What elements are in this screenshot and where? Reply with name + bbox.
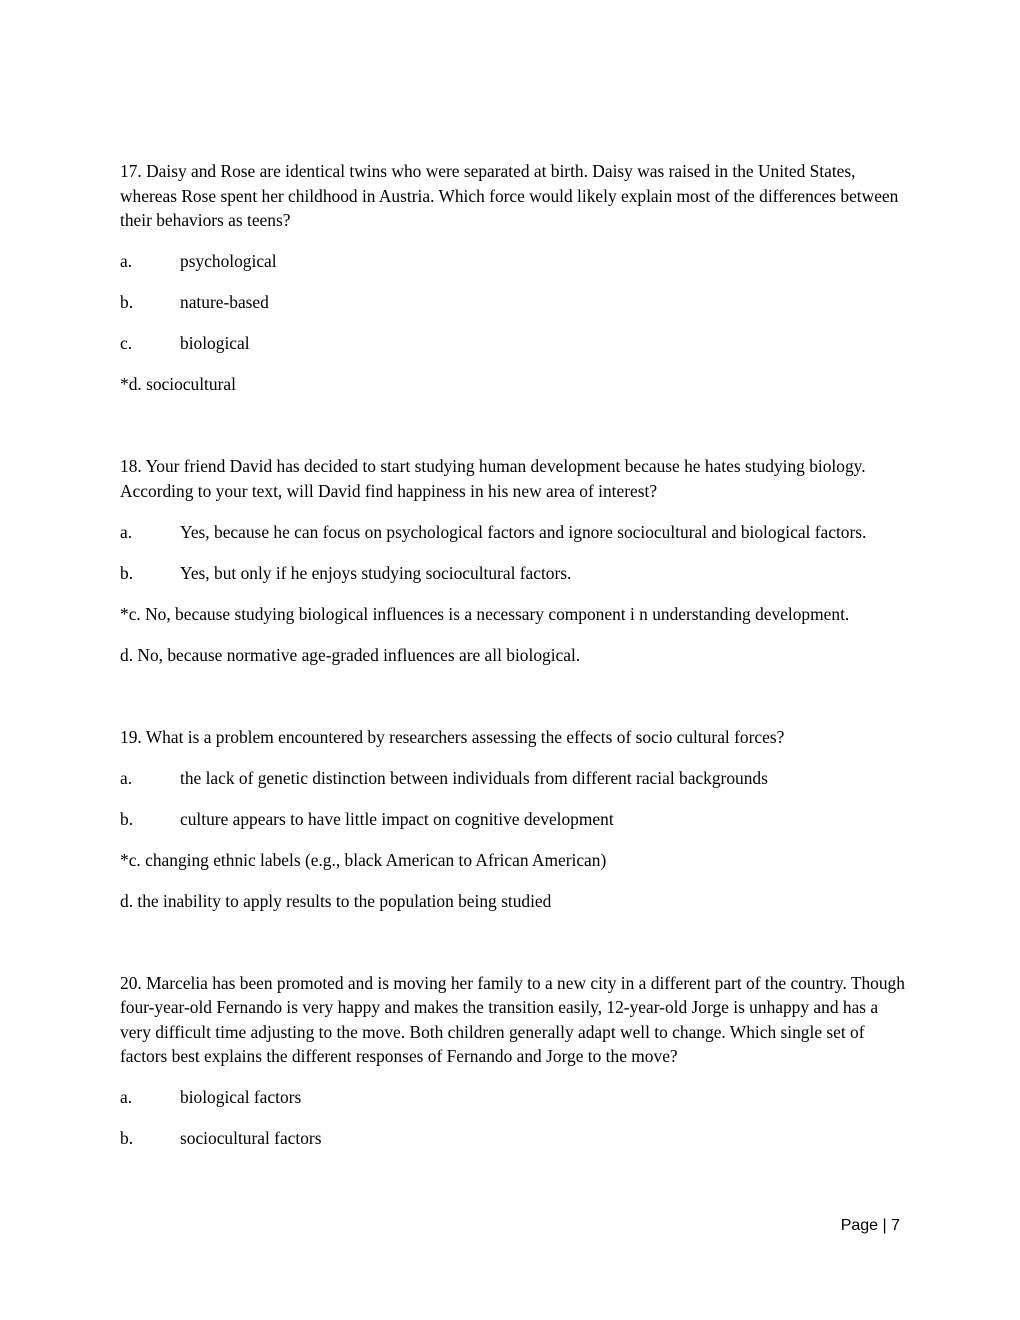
option-letter: b.	[120, 1128, 134, 1148]
question-18-option-c-answer: *c. No, because studying biological influences is a necessary component i n understanding development.	[120, 603, 850, 624]
question-17	[120, 159, 910, 397]
question-20	[120, 971, 910, 1151]
option-text: biological factors	[180, 1087, 302, 1107]
page-number: Page | 7	[840, 1217, 900, 1234]
question-18-option-b	[120, 561, 910, 586]
option-letter: a.	[120, 1087, 133, 1107]
option-letter: a.	[120, 767, 133, 788]
question-spacer	[120, 684, 910, 725]
option-letter: b.	[120, 292, 134, 312]
question-18-option-a	[120, 520, 910, 545]
option-letter: a.	[120, 521, 133, 542]
option-letter: b.	[120, 562, 134, 583]
question-19-option-b	[120, 807, 910, 832]
option-letter: c.	[120, 333, 133, 353]
option-text: the lack of genetic distinction between individuals from different racial backgrounds	[180, 767, 768, 788]
question-20-option-a	[120, 1085, 910, 1110]
question-19-text: 19. What is a problem encountered by researchers assessing the effects of socio cultural forces?	[120, 726, 785, 747]
question-19-option-d: d. the inability to apply results to the population being studied	[120, 890, 552, 911]
question-19	[120, 725, 910, 914]
question-18-text: 18. Your friend David has decided to start studying human development because he hates studying biology. According to your text, will David find happiness in his new area of interest?	[120, 456, 866, 501]
question-18	[120, 454, 910, 667]
option-text: sociocultural factors	[180, 1128, 322, 1148]
option-text: nature-based	[180, 292, 269, 312]
question-20-text: 20. Marcelia has been promoted and is moving her family to a new city in a different part of the country. Though four-year-old Fernando is very happy and makes the transition easily, 12-year-old Jorge is unhappy and has a very difficult time adjusting to the move. Both children generally adapt well to change. Which single set of factors best explains the different responses of Fernando and Jorge to the move?	[120, 972, 905, 1066]
option-text: Yes, but only if he enjoys studying sociocultural factors.	[180, 562, 572, 583]
question-17-option-b	[120, 290, 910, 315]
option-text: Yes, because he can focus on psychological factors and ignore sociocultural and biological factors.	[180, 521, 867, 542]
option-letter: a.	[120, 251, 133, 271]
option-text: culture appears to have little impact on cognitive development	[180, 808, 614, 829]
question-19-option-c-answer: *c. changing ethnic labels (e.g., black American to African American)	[120, 849, 607, 870]
page-content	[120, 159, 910, 1167]
question-19-option-a	[120, 766, 910, 791]
question-20-option-b	[120, 1126, 910, 1151]
question-spacer	[120, 930, 910, 971]
question-18-option-d: d. No, because normative age-graded influences are all biological.	[120, 644, 581, 665]
option-text: psychological	[180, 251, 277, 271]
option-text: biological	[180, 333, 250, 353]
question-17-option-c	[120, 331, 910, 356]
question-17-text: 17. Daisy and Rose are identical twins who were separated at birth. Daisy was raised in the United States, whereas Rose spent her childhood in Austria. Which force would likely explain most of the differences between their behaviors as teens?	[120, 161, 899, 230]
question-17-option-a	[120, 249, 910, 274]
question-spacer	[120, 413, 910, 454]
question-17-option-d-answer: *d. sociocultural	[120, 374, 236, 394]
option-letter: b.	[120, 808, 134, 829]
